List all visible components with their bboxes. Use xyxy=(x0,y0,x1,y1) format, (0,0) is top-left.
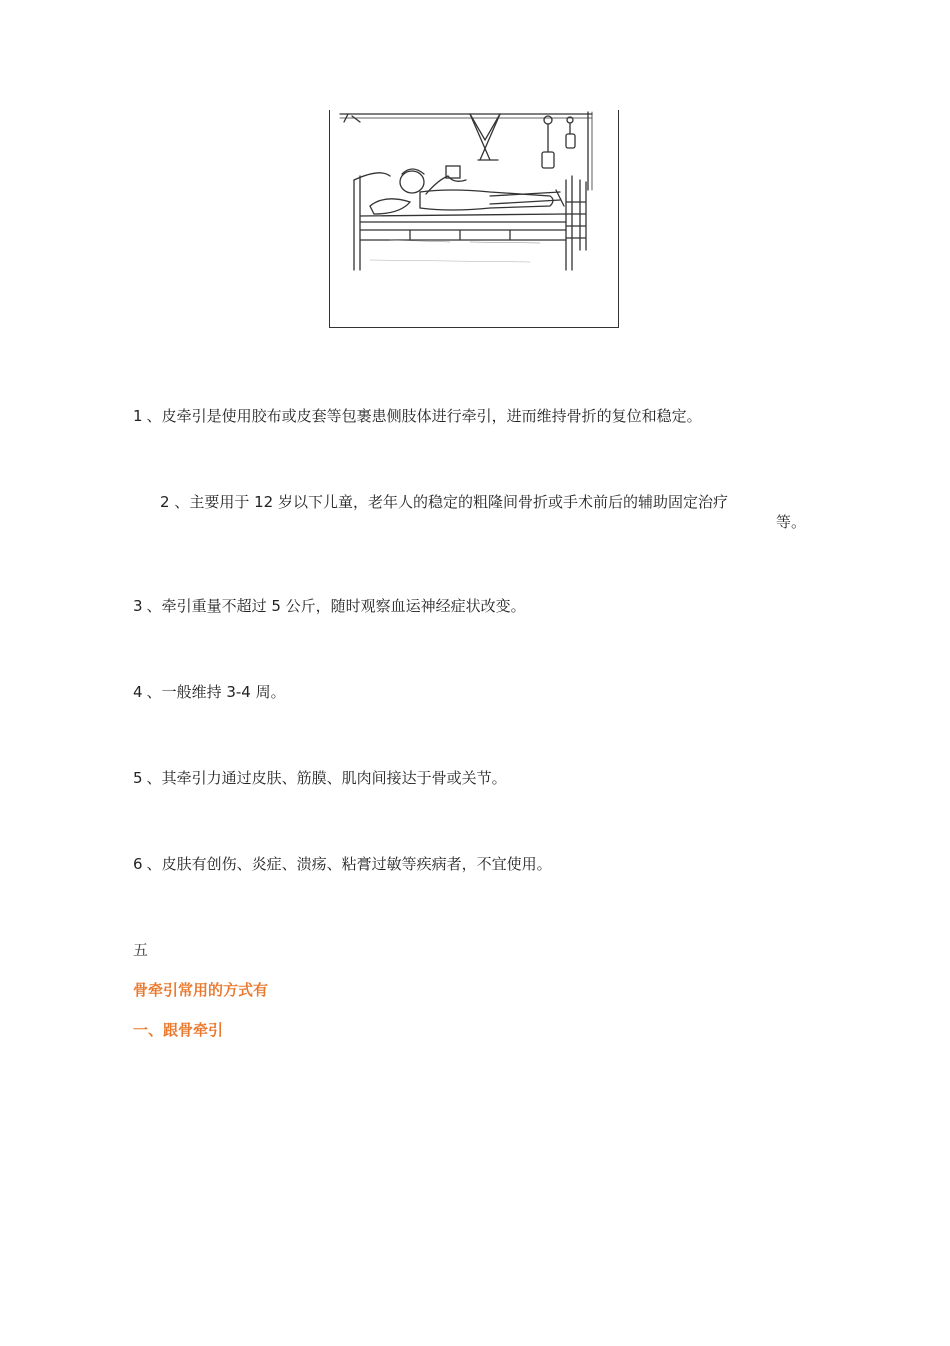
paragraph-3 xyxy=(133,596,526,616)
section-subtitle: 一、跟骨牵引 xyxy=(133,1021,224,1039)
paragraph-1 xyxy=(133,406,702,426)
paragraph-number: 3 xyxy=(133,597,143,615)
paragraph-separator: 、 xyxy=(146,597,162,615)
paragraph-text-continuation: 等。 xyxy=(775,513,806,531)
paragraph-separator: 、 xyxy=(174,493,190,511)
paragraph-number: 2 xyxy=(160,493,170,511)
paragraph-6 xyxy=(133,854,552,874)
paragraph-separator: 、 xyxy=(146,855,162,873)
paragraph-4 xyxy=(133,682,286,702)
paragraph-separator: 、 xyxy=(146,769,162,787)
paragraph-separator: 、 xyxy=(146,407,162,425)
paragraph-number: 4 xyxy=(133,683,143,701)
paragraph-number: 5 xyxy=(133,769,143,787)
paragraph-text: 皮肤有创伤、炎症、溃疡、粘膏过敏等疾病者，不宜使用。 xyxy=(161,855,552,873)
paragraph-separator: 、 xyxy=(146,683,162,701)
paragraph-text: 皮牵引是使用胶布或皮套等包裹患侧肢体进行牵引，进而维持骨折的复位和稳定。 xyxy=(161,407,702,425)
paragraph-2 xyxy=(160,492,810,532)
paragraph-text: 牵引重量不超过 5 公斤，随时观察血运神经症状改变。 xyxy=(161,597,526,615)
section-title: 骨牵引常用的方式有 xyxy=(133,981,269,999)
figure-frame xyxy=(329,110,619,328)
paragraph-text: 其牵引力通过皮肤、筋膜、肌肉间接达于骨或关节。 xyxy=(161,769,507,787)
traction-bed-illustration xyxy=(330,110,620,290)
paragraph-text: 一般维持 3-4 周。 xyxy=(161,683,286,701)
paragraph-5 xyxy=(133,768,507,788)
paragraph-number: 6 xyxy=(133,855,143,873)
section-marker: 五 xyxy=(133,941,149,959)
paragraph-text: 主要用于 12 岁以下儿童，老年人的稳定的粗隆间骨折或手术前后的辅助固定治疗 xyxy=(189,493,728,511)
paragraph-number: 1 xyxy=(133,407,143,425)
